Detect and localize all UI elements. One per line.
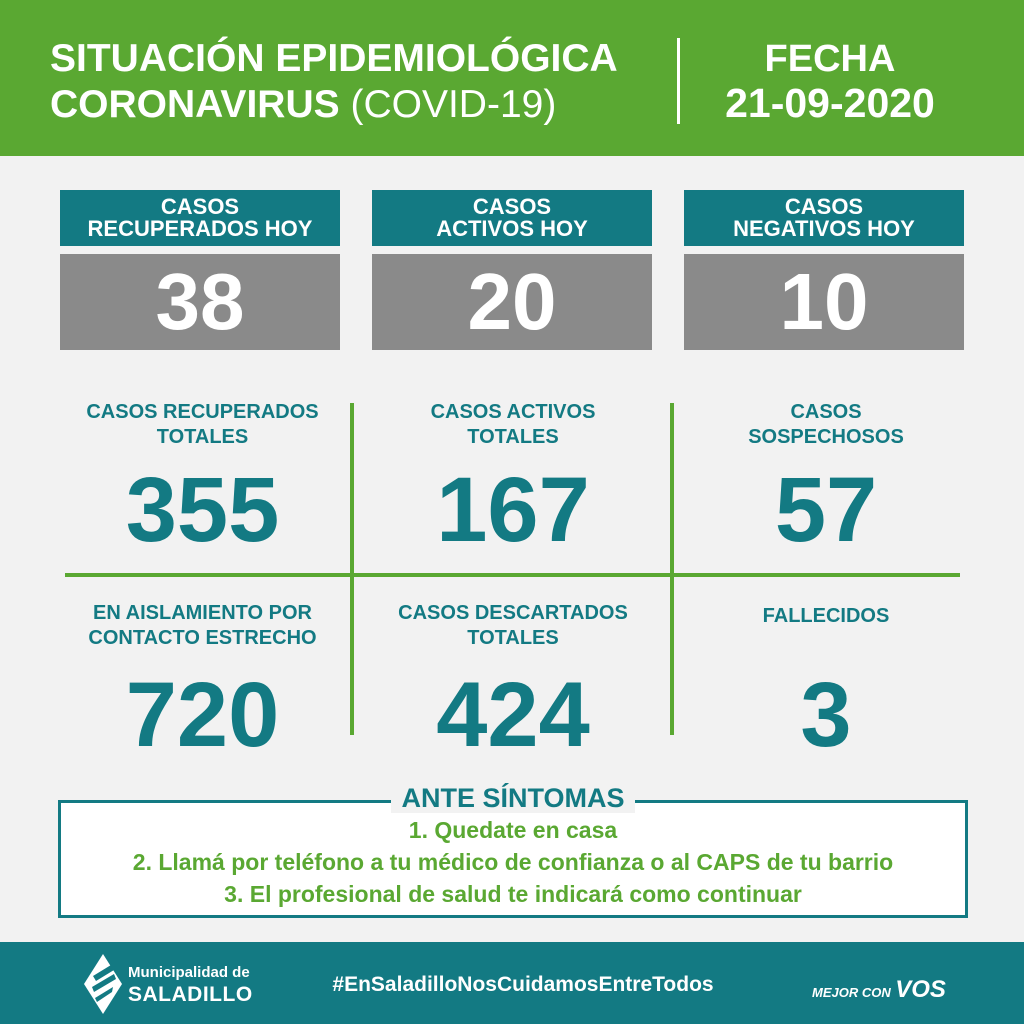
grid-divider-vertical-1 bbox=[350, 403, 354, 735]
stat-fallecidos bbox=[676, 601, 976, 769]
grid-divider-horizontal bbox=[65, 573, 960, 577]
stat-activos-totales bbox=[356, 400, 670, 565]
saladillo-diamond-icon bbox=[84, 954, 122, 1014]
card-value: 38 bbox=[60, 254, 340, 350]
card-header bbox=[372, 190, 652, 246]
header-divider bbox=[677, 38, 680, 124]
grid-divider-vertical-2 bbox=[670, 403, 674, 735]
symptoms-box bbox=[58, 783, 968, 918]
stat-value: 424 bbox=[436, 664, 590, 766]
header-banner bbox=[0, 0, 1024, 156]
stat-label-line-2: TOTALES bbox=[156, 426, 249, 448]
card-label-line-2: RECUPERADOS HOY bbox=[87, 216, 313, 241]
footer-hashtag: #EnSaladilloNosCuidamosEntreTodos bbox=[332, 973, 714, 996]
date-value: 21-09-2020 bbox=[725, 80, 935, 126]
card-recuperados-hoy bbox=[60, 190, 340, 350]
stat-sospechosos bbox=[676, 400, 976, 565]
slogan-brand: VOS bbox=[895, 976, 946, 1003]
stat-label-line-1: CASOS RECUPERADOS bbox=[86, 401, 319, 423]
stat-recuperados-totales bbox=[55, 400, 350, 565]
card-label-line-2: ACTIVOS HOY bbox=[436, 216, 588, 241]
symptom-step-1: 1. Quedate en casa bbox=[408, 817, 618, 843]
symptoms-steps bbox=[61, 814, 965, 910]
page-title bbox=[50, 36, 618, 128]
stat-label-line-2: SOSPECHOSOS bbox=[748, 426, 904, 448]
slogan-prefix: MEJOR CON bbox=[812, 985, 891, 1000]
title-line-2 bbox=[50, 82, 618, 128]
title-coronavirus: CORONAVIRUS bbox=[50, 83, 340, 126]
card-label-line-2: NEGATIVOS HOY bbox=[733, 216, 915, 241]
symptoms-title bbox=[61, 783, 965, 813]
card-value: 10 bbox=[684, 254, 964, 350]
stat-value: 3 bbox=[800, 664, 852, 766]
stat-label-line-1: FALLECIDOS bbox=[762, 605, 890, 627]
stat-aislamiento bbox=[55, 601, 350, 766]
stat-value: 57 bbox=[774, 459, 878, 561]
footer-banner bbox=[0, 942, 1024, 1024]
card-value: 20 bbox=[372, 254, 652, 350]
logo-line-2: SALADILLO bbox=[128, 983, 253, 1006]
card-activos-hoy bbox=[372, 190, 652, 350]
municipality-logo-text bbox=[128, 962, 253, 1006]
date-label: FECHA bbox=[764, 38, 896, 80]
stat-label-line-1: EN AISLAMIENTO POR bbox=[93, 602, 312, 624]
stat-label-line-2: TOTALES bbox=[467, 426, 559, 448]
card-label-line-1: CASOS bbox=[784, 194, 864, 219]
date-block bbox=[700, 37, 960, 125]
stat-descartados-totales bbox=[356, 601, 670, 766]
title-line-1: SITUACIÓN EPIDEMIOLÓGICA bbox=[50, 37, 618, 80]
stat-label-line-1: CASOS DESCARTADOS bbox=[398, 602, 628, 624]
card-label-line-1: CASOS bbox=[160, 194, 240, 219]
card-negativos-hoy bbox=[684, 190, 964, 350]
stat-value: 720 bbox=[125, 664, 280, 766]
stat-label-line-2: TOTALES bbox=[467, 627, 559, 649]
card-label-line-1: CASOS bbox=[472, 194, 552, 219]
stat-value: 355 bbox=[125, 459, 280, 561]
symptom-step-3: 3. El profesional de salud te indicará como continuar bbox=[224, 881, 802, 907]
symptom-step-2: 2. Llamá por teléfono a tu médico de confianza o al CAPS de tu barrio bbox=[132, 849, 894, 875]
logo-line-1: Municipalidad de bbox=[128, 964, 250, 981]
stat-value: 167 bbox=[436, 459, 590, 561]
card-header bbox=[684, 190, 964, 246]
stat-label-line-1: CASOS ACTIVOS bbox=[430, 401, 596, 423]
stat-label-line-2: CONTACTO ESTRECHO bbox=[88, 627, 317, 649]
slogan-logo bbox=[812, 975, 946, 1008]
card-header bbox=[60, 190, 340, 246]
symptoms-title-text: ANTE SÍNTOMAS bbox=[391, 783, 634, 813]
title-covid19: (COVID-19) bbox=[350, 83, 557, 126]
stat-label-line-1: CASOS bbox=[790, 401, 862, 423]
